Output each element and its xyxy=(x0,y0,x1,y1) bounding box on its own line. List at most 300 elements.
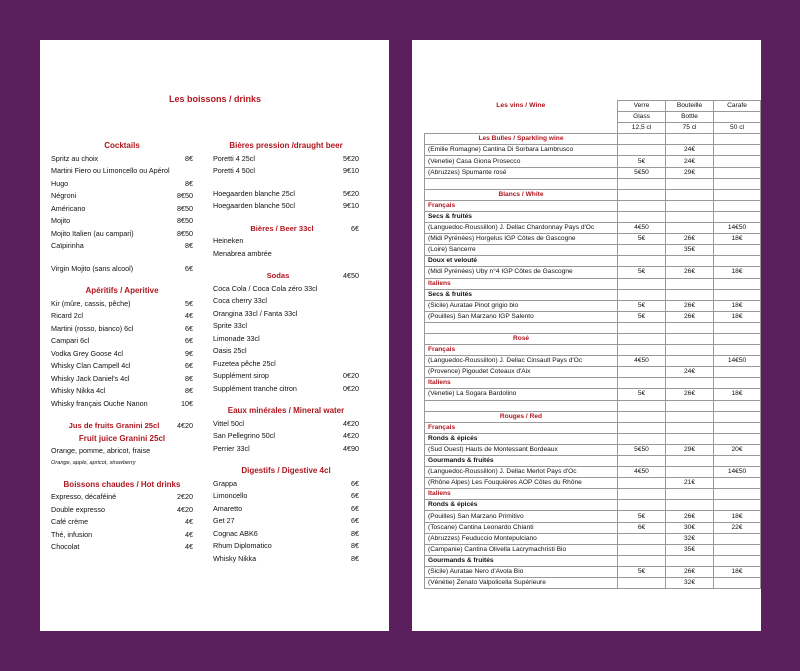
menu-item-price: 8€ xyxy=(185,241,193,250)
carafe-price xyxy=(714,578,761,589)
wine-name: (Midi Pyrénées) Uby n°4 IGP Côtes de Gascogne xyxy=(425,267,618,278)
wine-name: (Abruzzes) Feuduccio Montepulciano xyxy=(425,533,618,544)
carafe-size: 50 cl xyxy=(714,123,761,134)
carafe-price xyxy=(714,245,761,256)
menu-item-name: Chocolat xyxy=(51,542,80,551)
empty-cell xyxy=(666,555,714,566)
carafe-price: 14€50 xyxy=(714,356,761,367)
empty-cell xyxy=(714,278,761,289)
menu-item xyxy=(213,490,359,503)
menu-item xyxy=(213,478,359,491)
carafe-price xyxy=(714,156,761,167)
menu-item-note: Orange, apple, apricot, strawberry xyxy=(51,459,136,466)
menu-item-name: Get 27 xyxy=(213,516,235,525)
menu-section-row xyxy=(213,223,359,236)
wine-name: (Sicile) Auratae Pinot grigio bio xyxy=(425,300,618,311)
menu-item xyxy=(213,345,359,358)
bottle-price: 32€ xyxy=(666,578,714,589)
wine-style-row xyxy=(425,500,761,511)
menu-item-name: Poretti 4 50cl xyxy=(213,166,255,175)
menu-item-name: Coca Cola / Coca Cola zéro 33cl xyxy=(213,283,318,293)
menu-item-name: Orangina 33cl / Fanta 33cl xyxy=(213,308,298,318)
menu-section-row xyxy=(51,433,193,446)
menu-item-name: Martini Fiero ou Limoncello ou Apérol xyxy=(51,166,170,175)
menu-item xyxy=(51,516,193,529)
empty-cell xyxy=(618,378,666,389)
spacer xyxy=(213,455,359,465)
empty-cell xyxy=(618,400,666,411)
wine-style-row xyxy=(425,289,761,300)
empty-cell xyxy=(618,456,666,467)
wine-name: (Provence) Pigoudet Coteaux d'Aix xyxy=(425,367,618,378)
wine-row xyxy=(425,367,761,378)
menu-item-name: Whisky Nikka xyxy=(213,553,257,563)
glass-price xyxy=(618,245,666,256)
menu-item xyxy=(51,240,193,253)
menu-section-row xyxy=(51,140,193,153)
menu-section-title: Cocktails xyxy=(104,141,140,150)
bottle-size: 75 cl xyxy=(666,123,714,134)
menu-item xyxy=(213,553,359,566)
menu-item-name: Vodka Grey Goose 4cl xyxy=(51,348,123,358)
wine-name: (Rhône Alpes) Les Fouquières AOP Côtes du Rhône xyxy=(425,478,618,489)
empty-cell xyxy=(714,378,761,389)
menu-item-price: 8€ xyxy=(185,153,193,163)
menu-item-name: Virgin Mojito (sans alcool) xyxy=(51,263,134,273)
empty-cell xyxy=(714,345,761,356)
empty-cell xyxy=(666,433,714,444)
spacer xyxy=(51,469,193,479)
empty-cell xyxy=(618,555,666,566)
empty-cell xyxy=(618,489,666,500)
menu-item xyxy=(51,165,193,178)
menu-item-price: 5€ xyxy=(185,298,193,308)
wine-name: (Pouilles) San Marzano IGP Salento xyxy=(425,311,618,322)
menu-item xyxy=(213,153,359,166)
carafe-price: 22€ xyxy=(714,522,761,533)
carafe-price: 18€ xyxy=(714,566,761,577)
menu-item xyxy=(213,188,359,201)
wine-menu-page xyxy=(412,40,761,631)
menu-item xyxy=(51,153,193,166)
menu-item xyxy=(213,528,359,541)
wine-name: (Loire) Sancerre xyxy=(425,245,618,256)
menu-item-price: 8€ xyxy=(185,386,193,395)
spacer xyxy=(213,213,359,223)
empty-cell xyxy=(714,333,761,344)
empty-cell xyxy=(666,322,714,333)
menu-item-name: Américano xyxy=(51,203,86,213)
wine-row xyxy=(425,167,761,178)
menu-item-name: Menabrea ambrée xyxy=(213,248,272,258)
bottle-header-en: Bottle xyxy=(666,112,714,123)
empty-cell xyxy=(714,200,761,211)
wine-row xyxy=(425,544,761,555)
bottle-price: 24€ xyxy=(666,145,714,156)
menu-item-name: Whisky Clan Campell 4cl xyxy=(51,361,131,370)
wine-region-row xyxy=(425,200,761,211)
menu-item-price: 8€ xyxy=(351,553,359,563)
menu-item-price: 5€20 xyxy=(343,153,359,163)
menu-item-name: Thé, infusion xyxy=(51,529,93,539)
menu-item-name: Cognac ABK6 xyxy=(213,528,258,538)
empty-cell xyxy=(714,422,761,433)
drinks-menu-title: Les boissons / drinks xyxy=(169,94,262,104)
empty-cell xyxy=(425,322,618,333)
menu-item-price: 4€ xyxy=(185,529,193,539)
empty-cell xyxy=(666,178,714,189)
menu-section-row xyxy=(213,270,359,283)
spacer xyxy=(51,253,193,263)
menu-item xyxy=(51,298,193,311)
menu-item-price: 9€10 xyxy=(343,166,359,175)
menu-item-name: Sprite 33cl xyxy=(213,321,247,330)
wine-section-row xyxy=(425,189,761,200)
bottle-price xyxy=(666,467,714,478)
glass-size: 12,5 cl xyxy=(618,123,666,134)
glass-price xyxy=(618,367,666,378)
empty-cell xyxy=(714,178,761,189)
menu-item-name: Grappa xyxy=(213,478,237,488)
bottle-price: 24€ xyxy=(666,367,714,378)
menu-item-name: Vittel 50cl xyxy=(213,418,245,428)
glass-price: 4€50 xyxy=(618,223,666,234)
blank-row xyxy=(425,322,761,333)
menu-item-name: Kir (mûre, cassis, pêche) xyxy=(51,298,131,308)
menu-section-title: Bières pression /draught beer xyxy=(229,141,343,150)
menu-item xyxy=(51,360,193,373)
menu-section-title: Sodas xyxy=(266,271,290,280)
menu-section-price: 4€20 xyxy=(177,421,193,430)
menu-item-price: 4€ xyxy=(185,542,193,551)
spacer xyxy=(213,395,359,405)
menu-section-title: Eaux minérales / Mineral water xyxy=(227,406,345,415)
menu-item xyxy=(51,385,193,398)
menu-item xyxy=(213,370,359,383)
wine-row xyxy=(425,467,761,478)
menu-item-name: Heineken xyxy=(213,236,244,245)
menu-item xyxy=(213,358,359,371)
wine-style-label: Secs & fruités xyxy=(425,211,618,222)
glass-price: 5€ xyxy=(618,566,666,577)
wine-row xyxy=(425,389,761,400)
menu-item-price: 2€20 xyxy=(177,492,193,501)
empty-cell xyxy=(618,500,666,511)
wine-style-row xyxy=(425,555,761,566)
menu-item xyxy=(51,203,193,216)
carafe-price: 18€ xyxy=(714,267,761,278)
bottle-price xyxy=(666,356,714,367)
empty-cell xyxy=(618,411,666,422)
wine-region-row xyxy=(425,278,761,289)
wine-style-row xyxy=(425,256,761,267)
wine-row xyxy=(425,444,761,455)
drinks-menu-page xyxy=(40,40,389,631)
menu-item xyxy=(213,248,359,261)
menu-item-name: Limoncello xyxy=(213,491,248,500)
bottle-price: 26€ xyxy=(666,566,714,577)
menu-item-price: 5€20 xyxy=(343,188,359,198)
menu-item-price: 10€ xyxy=(181,398,193,408)
empty-cell xyxy=(666,456,714,467)
wine-name: (Languedoc-Roussillon) J. Dellac Merlot Pays d'Oc xyxy=(425,467,618,478)
empty-cell xyxy=(666,422,714,433)
empty-cell xyxy=(666,200,714,211)
spacer xyxy=(213,178,359,188)
wine-section-title: Blancs / White xyxy=(425,189,618,200)
empty-cell xyxy=(666,211,714,222)
menu-item-name: Hoegaarden blanche 25cl xyxy=(213,188,295,198)
menu-item-price: 9€10 xyxy=(343,201,359,210)
bottle-price: 30€ xyxy=(666,522,714,533)
menu-section-title: Jus de fruits Granini 25cl xyxy=(68,421,160,430)
empty-cell xyxy=(618,322,666,333)
carafe-price xyxy=(714,533,761,544)
menu-item-price: 4€ xyxy=(185,517,193,526)
bottle-price: 26€ xyxy=(666,389,714,400)
menu-item-price: 4€ xyxy=(185,311,193,320)
carafe-price xyxy=(714,167,761,178)
spacer xyxy=(213,260,359,270)
menu-item xyxy=(213,308,359,321)
empty-cell xyxy=(618,278,666,289)
glass-price xyxy=(618,544,666,555)
menu-item xyxy=(51,178,193,191)
bottle-price: 29€ xyxy=(666,167,714,178)
menu-item-price: 6€ xyxy=(351,516,359,525)
empty-cell xyxy=(666,378,714,389)
empty-cell xyxy=(666,489,714,500)
menu-item-name: Supplément sirop xyxy=(213,371,269,380)
wine-name: (Campanie) Cantina Olivella Lacrymachristi Bio xyxy=(425,544,618,555)
empty-cell xyxy=(714,189,761,200)
menu-item-name: Whisky français Ouche Nanon xyxy=(51,398,148,408)
empty-cell xyxy=(666,289,714,300)
menu-item xyxy=(213,320,359,333)
menu-item-name: Martini (rosso, bianco) 6cl xyxy=(51,323,134,333)
wine-region-row xyxy=(425,378,761,389)
drinks-column-right xyxy=(213,140,359,565)
carafe-header: Carafe xyxy=(714,101,761,112)
menu-item-price: 0€20 xyxy=(343,371,359,380)
carafe-price: 18€ xyxy=(714,389,761,400)
empty-cell xyxy=(425,400,618,411)
menu-item-price: 6€ xyxy=(185,361,193,370)
menu-item xyxy=(213,383,359,396)
empty-cell xyxy=(425,178,618,189)
menu-item-price: 8€ xyxy=(351,541,359,550)
menu-section-title: Bières / Beer 33cl xyxy=(250,223,314,233)
empty-cell xyxy=(666,411,714,422)
menu-item-price: 4€90 xyxy=(343,443,359,453)
empty-cell xyxy=(714,411,761,422)
menu-section-title: Fruit juice Granini 25cl xyxy=(78,433,166,443)
menu-item xyxy=(51,323,193,336)
empty-cell xyxy=(714,134,761,145)
menu-section-price: 4€50 xyxy=(343,271,359,280)
menu-item-price: 8€ xyxy=(185,178,193,188)
menu-item-name: Mojito xyxy=(51,216,71,225)
menu-item-price: 4€20 xyxy=(343,418,359,428)
menu-item-price: 0€20 xyxy=(343,383,359,393)
empty-cell xyxy=(666,256,714,267)
empty-cell xyxy=(666,400,714,411)
menu-item-price: 6€ xyxy=(185,336,193,345)
carafe-price xyxy=(714,145,761,156)
menu-item xyxy=(213,235,359,248)
glass-price xyxy=(618,578,666,589)
empty-cell xyxy=(714,500,761,511)
wine-row xyxy=(425,245,761,256)
menu-item-name: Coca cherry 33cl xyxy=(213,296,267,305)
blank-row xyxy=(425,178,761,189)
carafe-price: 20€ xyxy=(714,444,761,455)
menu-item-name: San Pellegrino 50cl xyxy=(213,431,275,440)
spacer xyxy=(51,410,193,420)
menu-item xyxy=(51,335,193,348)
menu-item-name: Spritz au choix xyxy=(51,153,99,163)
menu-item-name: Whisky Nikka 4cl xyxy=(51,386,106,395)
menu-item-name: Perrier 33cl xyxy=(213,443,250,453)
wine-row xyxy=(425,223,761,234)
menu-item-name: Mojito Italien (au campari) xyxy=(51,228,134,238)
empty-cell xyxy=(618,178,666,189)
drinks-column-left xyxy=(51,140,193,554)
bottle-price: 26€ xyxy=(666,511,714,522)
wine-style-label: Doux et velouté xyxy=(425,256,618,267)
wine-name: (Emilie Romagne) Cantina Di Sorbara Lambrusco xyxy=(425,145,618,156)
wine-section-row xyxy=(425,333,761,344)
menu-item xyxy=(51,504,193,517)
menu-item-name: Hoegaarden blanche 50cl xyxy=(213,201,295,210)
empty-cell xyxy=(618,333,666,344)
wine-style-label: Secs & fruités xyxy=(425,289,618,300)
bottle-price: 26€ xyxy=(666,311,714,322)
wine-style-row xyxy=(425,456,761,467)
spacer xyxy=(51,275,193,285)
menu-item-name: Fuzetea pêche 25cl xyxy=(213,358,276,368)
menu-item xyxy=(213,165,359,178)
empty-cell xyxy=(666,345,714,356)
wine-name: (Venetie) La Sogara Bardolino xyxy=(425,389,618,400)
wine-row xyxy=(425,566,761,577)
empty-cell xyxy=(714,489,761,500)
menu-item-price: 6€ xyxy=(351,478,359,488)
menu-item-name: Orange, pomme, abricot, fraise xyxy=(51,446,151,455)
menu-item-name: Supplément tranche citron xyxy=(213,383,297,393)
empty-cell xyxy=(618,433,666,444)
wine-name: (Toscane) Cantina Leonardo Chianti xyxy=(425,522,618,533)
empty-cell xyxy=(666,333,714,344)
glass-header: Verre xyxy=(618,101,666,112)
menu-item-price: 6€ xyxy=(351,491,359,500)
menu-item xyxy=(213,503,359,516)
wine-row xyxy=(425,156,761,167)
bottle-price: 32€ xyxy=(666,533,714,544)
wine-region-label: Français xyxy=(425,422,618,433)
bottle-price: 26€ xyxy=(666,234,714,245)
glass-price: 4€50 xyxy=(618,356,666,367)
menu-section-row xyxy=(213,405,359,418)
wine-name: (Sicile) Auratae Nero d'Avola Bio xyxy=(425,566,618,577)
menu-item-name: Caïpirinha xyxy=(51,241,84,250)
bottle-price: 24€ xyxy=(666,156,714,167)
empty-cell xyxy=(714,289,761,300)
menu-item-name: Rhum Diplomatico xyxy=(213,541,272,550)
menu-item xyxy=(51,310,193,323)
menu-section-row xyxy=(51,479,193,492)
carafe-price: 18€ xyxy=(714,511,761,522)
empty-cell xyxy=(714,456,761,467)
carafe-price: 18€ xyxy=(714,300,761,311)
bottle-price: 21€ xyxy=(666,478,714,489)
menu-item-name: Oasis 25cl xyxy=(213,346,247,355)
menu-item xyxy=(51,215,193,228)
empty-cell xyxy=(618,256,666,267)
menu-item-name: Hugo xyxy=(51,178,69,188)
menu-item-name: Double expresso xyxy=(51,504,105,514)
menu-item-price: 4€20 xyxy=(343,431,359,440)
menu-item-price: 8€50 xyxy=(177,191,193,200)
menu-item-name: Limonade 33cl xyxy=(213,333,260,343)
menu-item-name: Expresso, décaféiné xyxy=(51,492,117,501)
wine-row xyxy=(425,533,761,544)
menu-item-name: Amaretto xyxy=(213,503,243,513)
glass-price: 5€ xyxy=(618,300,666,311)
empty-cell xyxy=(618,189,666,200)
wine-region-label: Italiens xyxy=(425,378,618,389)
glass-price: 5€ xyxy=(618,389,666,400)
empty-cell xyxy=(618,345,666,356)
empty-cell xyxy=(714,256,761,267)
menu-item-price: 9€ xyxy=(185,348,193,358)
wine-row xyxy=(425,300,761,311)
empty-cell xyxy=(714,322,761,333)
menu-item-name: Campari 6cl xyxy=(51,336,90,345)
wine-name: (Languedoc-Roussillon) J. Dellac Chardonnay Pays d'Oc xyxy=(425,223,618,234)
carafe-price xyxy=(714,478,761,489)
glass-price xyxy=(618,533,666,544)
menu-item xyxy=(213,295,359,308)
empty-cell xyxy=(666,278,714,289)
menu-item-price: 8€50 xyxy=(177,216,193,225)
glass-price xyxy=(618,145,666,156)
empty-cell xyxy=(618,289,666,300)
menu-section-row xyxy=(213,465,359,478)
menu-item-name: Café crème xyxy=(51,517,89,526)
menu-section-price: 6€ xyxy=(351,223,359,233)
menu-item xyxy=(213,430,359,443)
glass-header-en: Glass xyxy=(618,112,666,123)
menu-item-price: 8€50 xyxy=(177,203,193,213)
glass-price: 5€ xyxy=(618,267,666,278)
empty-cell xyxy=(714,555,761,566)
menu-item xyxy=(51,228,193,241)
wine-row xyxy=(425,234,761,245)
menu-item-name: Ricard 2cl xyxy=(51,311,83,320)
menu-section-row xyxy=(51,285,193,298)
menu-item-name: Poretti 4 25cl xyxy=(213,153,255,163)
empty-cell xyxy=(714,211,761,222)
wine-name: (Sud Ouest) Hauts de Montessant Bordeaux xyxy=(425,444,618,455)
empty-cell xyxy=(618,422,666,433)
wine-name: (Midi Pyrénées) Horgelus IGP Côtes de Gascogne xyxy=(425,234,618,245)
wine-name: (Pouilles) San Marzano Primitivo xyxy=(425,511,618,522)
menu-section-row xyxy=(213,140,359,153)
wine-region-label: Français xyxy=(425,345,618,356)
menu-item-price: 8€50 xyxy=(177,228,193,238)
wine-region-label: Italiens xyxy=(425,278,618,289)
